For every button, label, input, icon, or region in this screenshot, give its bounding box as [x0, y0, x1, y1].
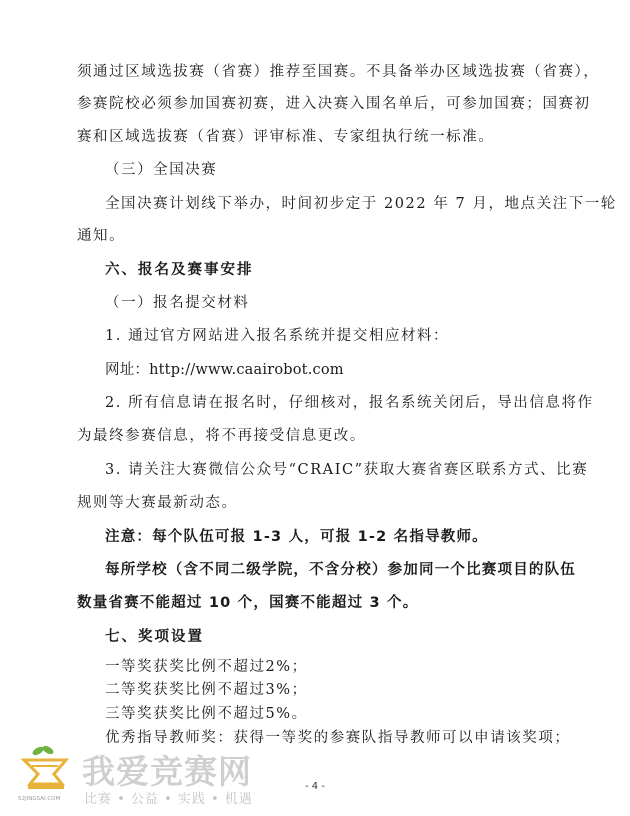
award-item: 二等奖获奖比例不超过3%；	[105, 682, 308, 698]
paragraph-line: 通知。	[77, 228, 126, 244]
limit-text: 数量省赛不能超过 10 个，国赛不能超过 3 个。	[77, 595, 419, 611]
award-item: 优秀指导教师奖：获得一等奖的参赛队指导教师可以申请该奖项；	[105, 730, 571, 746]
limit-text: 每所学校（含不同二级学院，不含分校）参加同一个比赛项目的队伍	[105, 562, 576, 578]
page-number: - 4 -	[305, 781, 325, 792]
paragraph-line: 须通过区域选拔赛（省赛）推荐至国赛。不具备举办区域选拔赛（省赛），	[77, 64, 600, 80]
watermark-site: 52JINGSAI.COM	[18, 796, 61, 802]
paragraph-line: 规则等大赛最新动态。	[77, 495, 238, 511]
watermark	[18, 744, 258, 808]
section-title: 七、奖项设置	[105, 629, 204, 645]
subsection-title: （一）报名提交材料	[105, 295, 250, 311]
subsection-title: （三）全国决赛	[105, 162, 218, 178]
website-link[interactable]: 网址：http://www.caairobot.com	[105, 362, 344, 378]
watermark-slogan: 比赛 • 公益 • 实践 • 机遇	[84, 792, 253, 807]
list-item: 2. 所有信息请在报名时，仔细核对，报名系统关闭后，导出信息将作	[105, 395, 594, 411]
award-item: 一等奖获奖比例不超过2%；	[105, 659, 308, 675]
award-item: 三等奖获奖比例不超过5%。	[105, 706, 308, 722]
paragraph-line: 赛和区域选拔赛（省赛）评审标准、专家组执行统一标准。	[77, 129, 495, 145]
section-title: 六、报名及赛事安排	[105, 262, 254, 278]
list-item: 1. 通过官方网站进入报名系统并提交相应材料：	[105, 328, 450, 344]
watermark-title: 我爱竞赛网	[82, 752, 252, 791]
list-item: 3. 请关注大赛微信公众号“CRAIC”获取大赛省赛区联系方式、比赛	[105, 462, 589, 478]
note-text: 注意：每个队伍可报 1-3 人，可报 1-2 名指导教师。	[105, 529, 488, 545]
paragraph-line: 参赛院校必须参加国赛初赛，进入决赛入围名单后，可参加国赛；国赛初	[77, 96, 591, 112]
paragraph-line: 为最终参赛信息，将不再接受信息更改。	[77, 428, 366, 444]
trophy-logo-icon	[18, 744, 78, 800]
paragraph-line: 全国决赛计划线下举办，时间初步定于 2022 年 7 月，地点关注下一轮	[105, 196, 617, 212]
